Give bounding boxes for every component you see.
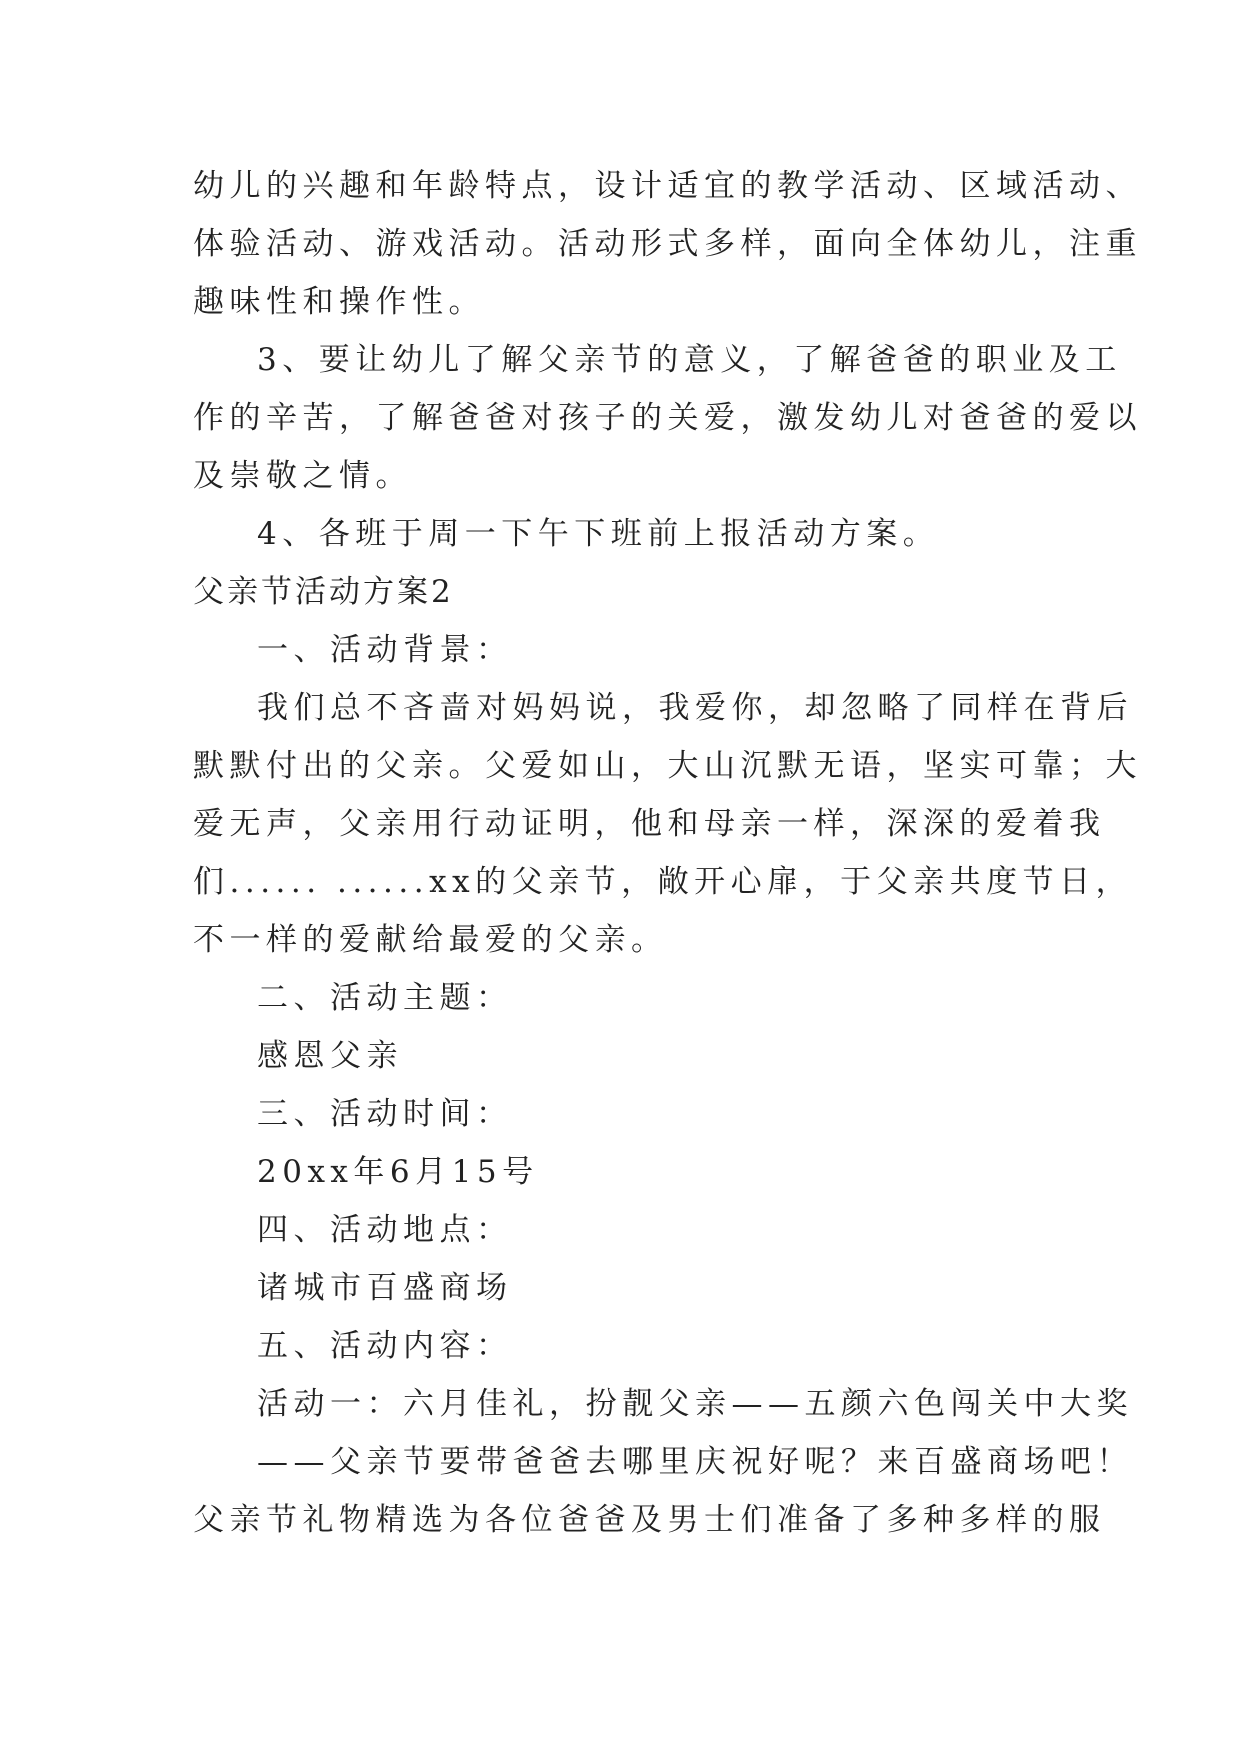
subsection-heading: 五、活动内容： <box>257 1328 513 1364</box>
paragraph-line: 20xx年6月15号 <box>257 1154 539 1190</box>
subsection-heading: 三、活动时间： <box>257 1096 513 1132</box>
subsection-heading: 一、活动背景： <box>257 632 513 668</box>
paragraph-line: 幼儿的兴趣和年龄特点，设计适宜的教学活动、区域活动、 <box>193 168 1142 204</box>
document-body <box>193 157 1142 1549</box>
subsection-heading: 二、活动主题： <box>257 980 513 1016</box>
paragraph-line: 父亲节礼物精选为各位爸爸及男士们准备了多种多样的服 <box>193 1502 1106 1538</box>
subsection-heading: 四、活动地点： <box>257 1212 513 1248</box>
paragraph-line: 及崇敬之情。 <box>193 458 412 494</box>
paragraph-line: 体验活动、游戏活动。活动形式多样，面向全体幼儿，注重 <box>193 226 1142 262</box>
paragraph-line: 不一样的爱献给最爱的父亲。 <box>193 922 668 958</box>
paragraph-line: 4、各班于周一下午下班前上报活动方案。 <box>257 516 940 552</box>
section-heading: 父亲节活动方案2 <box>193 574 454 610</box>
paragraph-line: ——父亲节要带爸爸去哪里庆祝好呢？来百盛商场吧！ <box>257 1444 1133 1480</box>
paragraph-line: 我们总不吝啬对妈妈说，我爱你，却忽略了同样在背后 <box>257 690 1133 726</box>
paragraph-line: 默默付出的父亲。父爱如山，大山沉默无语，坚实可靠；大 <box>193 748 1142 784</box>
paragraph-line: 3、要让幼儿了解父亲节的意义，了解爸爸的职业及工 <box>257 342 1122 378</box>
paragraph-line: 诸城市百盛商场 <box>257 1270 513 1306</box>
paragraph-line: 作的辛苦，了解爸爸对孩子的关爱，激发幼儿对爸爸的爱以 <box>193 400 1142 436</box>
paragraph-line: 们...... ......xx的父亲节，敞开心扉，于父亲共度节日， <box>193 864 1133 900</box>
paragraph-line: 感恩父亲 <box>257 1038 403 1074</box>
paragraph-line: 趣味性和操作性。 <box>193 284 485 320</box>
paragraph-line: 活动一：六月佳礼，扮靓父亲——五颜六色闯关中大奖 <box>257 1386 1133 1422</box>
paragraph-line: 爱无声，父亲用行动证明，他和母亲一样，深深的爱着我 <box>193 806 1106 842</box>
